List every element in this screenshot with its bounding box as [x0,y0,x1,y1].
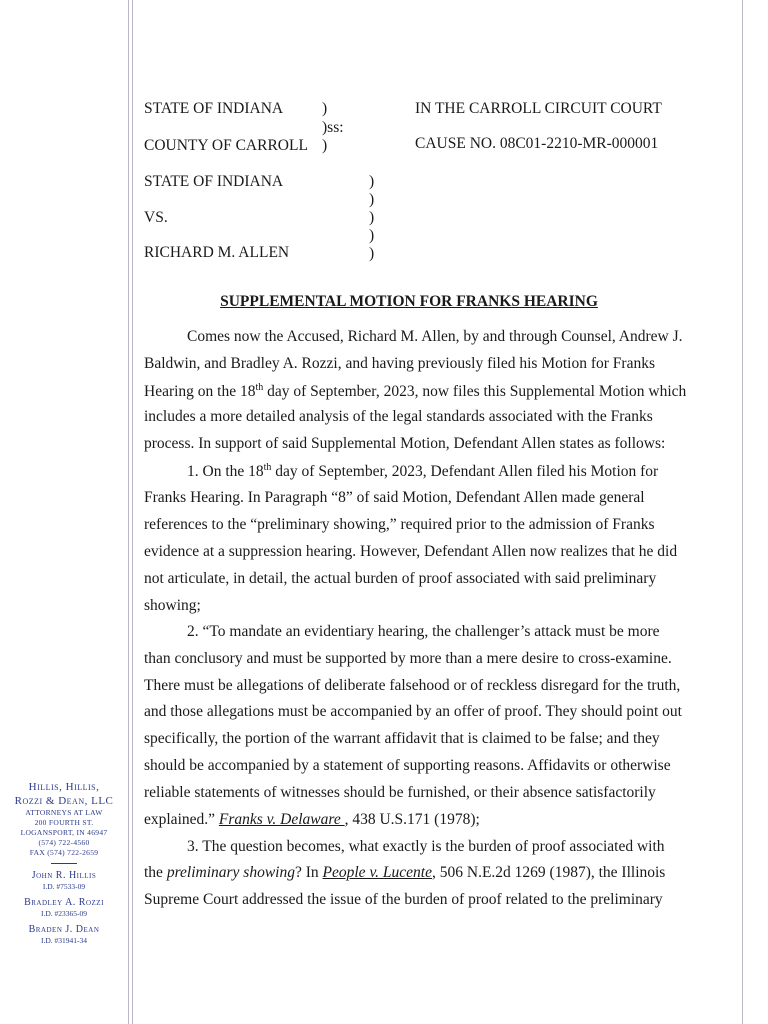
text-fragment: ? In [294,864,323,881]
body-line: evidence at a suppression hearing. However, Defendant Allen now realizes that he did [144,543,678,560]
firm-phone: (574) 722-4560 [38,838,90,847]
body-line: Baldwin, and Bradley A. Rozzi, and having previously filed his Motion for Franks [144,355,655,372]
body-line-citation [144,865,665,881]
caption-bracket: ) [369,227,375,244]
left-margin-rule [128,0,129,1024]
cause-number: CAUSE NO. 08C01-2210-MR-000001 [415,135,659,152]
body-line: process. In support of said Supplemental Motion, Defendant Allen states as follows: [144,435,666,452]
body-line: not articulate, in detail, the actual burden of proof associated with said preliminary [144,570,657,587]
county-heading: COUNTY OF CARROLL [144,137,308,154]
caption-bracket: ) [369,191,375,208]
firm-name-line2: Rozzi & Dean, LLC [14,795,114,807]
body-line: should be accompanied by a statement of supporting reasons. Affidavits or otherwise [144,757,671,774]
body-line: Franks Hearing. In Paragraph “8” of said Motion, Defendant Allen made general [144,489,645,506]
body-line: Comes now the Accused, Richard M. Allen, by and through Counsel, Andrew J. [187,328,683,345]
state-heading: STATE OF INDIANA [144,100,284,117]
body-line: Supreme Court addressed the issue of the burden of proof related to the preliminary [144,891,663,908]
firm-letterhead [0,780,128,946]
text-fragment: the [144,864,167,881]
letterhead-divider [51,863,77,864]
emphasis-text: preliminary showing [166,864,295,881]
body-line: There must be allegations of deliberate falsehood or of reckless disregard for the truth, [144,677,681,694]
caption-bracket: ) [369,173,375,190]
attorney-name: John R. Hillis [31,870,97,881]
defendant-name: RICHARD M. ALLEN [144,244,290,261]
body-line: includes a more detailed analysis of the legal standards associated with the Franks [144,408,653,425]
citation-text: , 438 U.S.171 (1978); [344,811,480,828]
caption-bracket: ) [369,209,375,226]
body-line: specifically, the portion of the warrant affidavit that is claimed to be false; and they [144,730,660,747]
versus: VS. [144,209,168,226]
firm-street: 200 FOURTH ST. [34,818,94,827]
citation-lead: explained.” [144,811,219,828]
case-name-lucente: People v. Lucente [322,864,432,881]
right-margin-rule [742,0,743,1024]
attorney-name: Braden J. Dean [28,924,100,935]
firm-fax: FAX (574) 722-2659 [29,848,99,857]
body-line: 1. On the 18th day of September, 2023, Defendant Allen filed his Motion for [187,462,659,481]
caption-paren: ) [322,137,328,154]
document-title: SUPPLEMENTAL MOTION FOR FRANKS HEARING [220,293,598,310]
left-margin-rule-2 [132,0,133,1024]
body-line: and those allegations must be accompanied by an offer of proof. They should point out [144,703,682,720]
body-line: 2. “To mandate an evidentiary hearing, the challenger’s attack must be more [187,623,660,640]
attorney-id: I.D. #23365-09 [40,909,88,918]
caption-bracket: ) [369,245,375,262]
body-line: reliable statements of witnesses should be furnished, or their absence satisfactorily [144,784,656,801]
firm-descriptor: ATTORNEYS AT LAW [25,808,103,817]
case-name-franks: Franks v. Delaware [218,811,345,828]
body-line: showing; [144,597,201,614]
attorney-id: I.D. #31941-34 [40,936,88,945]
attorney-id: I.D. #7533-09 [42,882,86,891]
text-fragment: , 506 N.E.2d 1269 (1987), the Illinois [432,864,666,881]
body-line: 3. The question becomes, what exactly is the burden of proof associated with [187,838,665,855]
firm-name-line1: Hillis, Hillis, [28,781,100,793]
body-line: references to the “preliminary showing,” required prior to the admission of Franks [144,516,655,533]
ss-mark: )ss: [322,119,344,136]
caption-paren: ) [322,100,328,117]
body-line: than conclusory and must be supported by more than a mere desire to cross-examine. [144,650,672,667]
body-line-citation [144,812,480,828]
plaintiff-name: STATE OF INDIANA [144,173,284,190]
firm-city: LOGANSPORT, IN 46947 [20,828,108,837]
court-name: IN THE CARROLL CIRCUIT COURT [415,100,662,117]
body-line: Hearing on the 18th day of September, 2023, now files this Supplemental Motion which [144,382,687,401]
attorney-name: Bradley A. Rozzi [24,897,104,908]
